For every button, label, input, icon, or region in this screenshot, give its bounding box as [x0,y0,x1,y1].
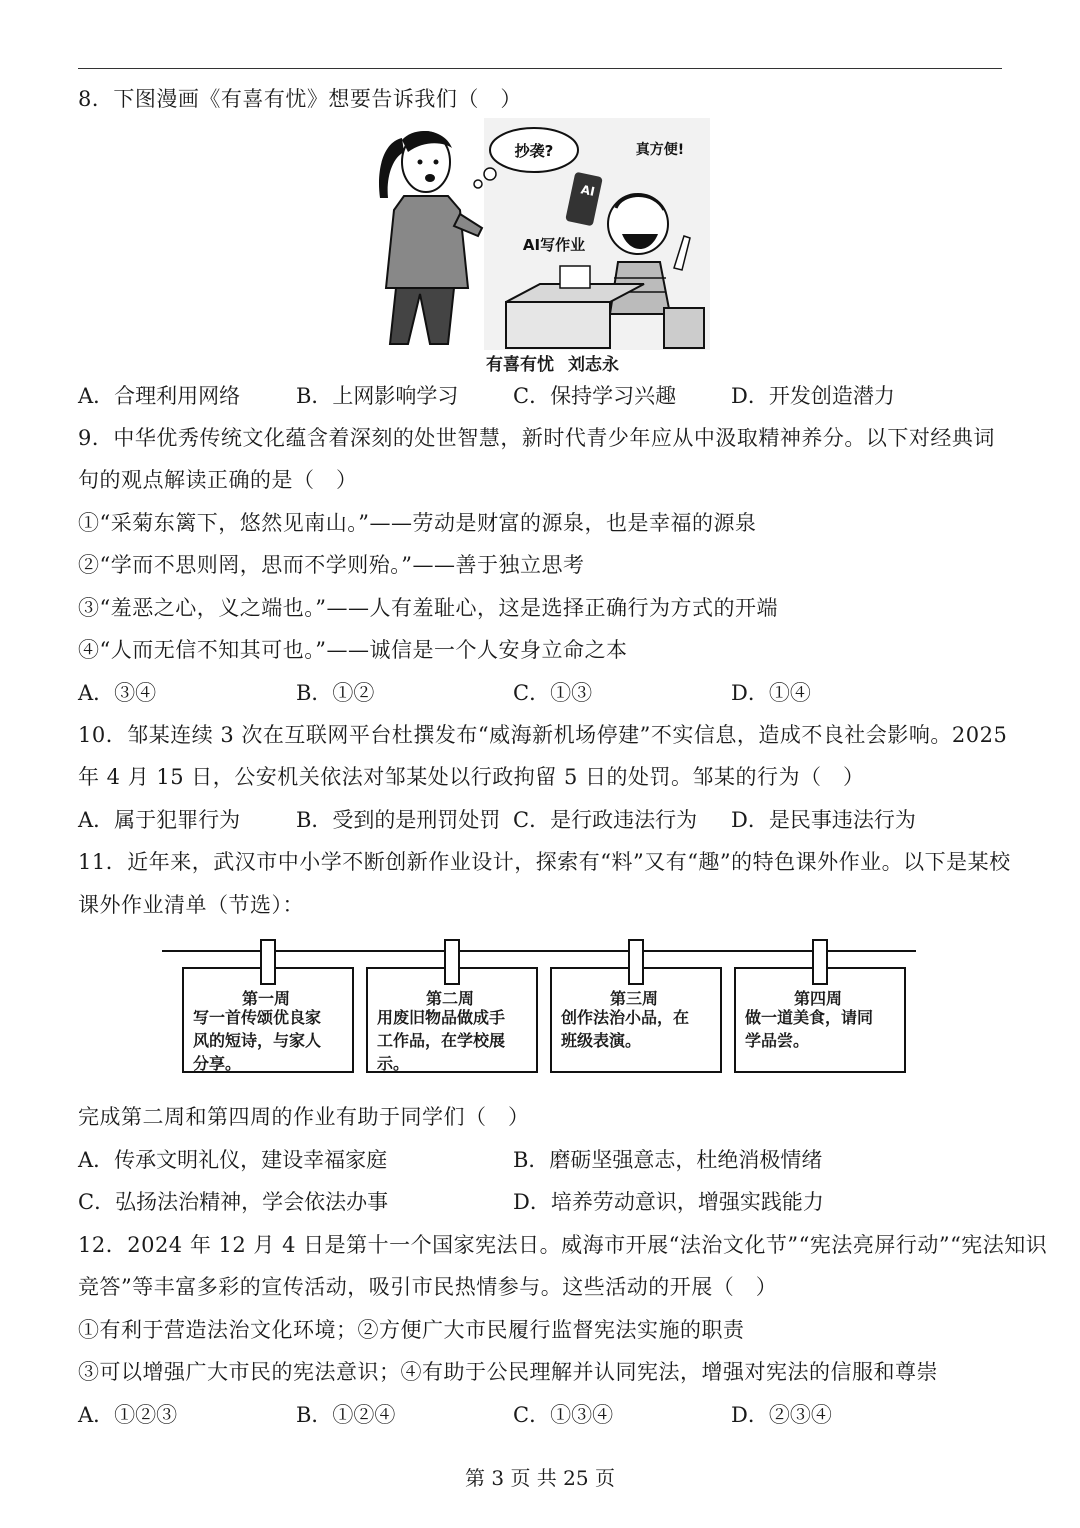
q8-option-a[interactable]: A．合理利用网络 [78,384,241,408]
q12-item-line2: ③可以增强广大市民的宪法意识；④有助于公民理解并认同宪法，增强对宪法的信服和尊崇 [78,1360,938,1384]
card-week3-line1: 创作法治小品，在 [561,1008,690,1027]
card-week3-title: 第三周 [610,989,659,1008]
caption-author: 刘志永 [568,355,619,375]
q9-option-b[interactable]: B．①② [296,681,375,705]
q11-option-d[interactable]: D．培养劳动意识，增强实践能力 [513,1190,824,1214]
exclaim-text: 真方便! [635,142,685,158]
q12-option-b[interactable]: B．①②④ [296,1403,396,1427]
page-footer: 第 3 页 共 25 页 [465,1466,615,1490]
q10-option-c[interactable]: C．是行政违法行为 [513,808,698,832]
clothespin-icon [261,940,275,984]
q8-option-c[interactable]: C．保持学习兴趣 [513,384,677,408]
q9-stem-line1: 9．中华优秀传统文化蕴含着深刻的处世智慧，新时代青少年应从中汲取精神养分。以下对经典词 [78,426,995,450]
card-week4-line1: 做一道美食，请同 [745,1008,874,1027]
q11-option-b[interactable]: B．磨砺坚强意志，杜绝消极情绪 [513,1148,823,1172]
q12-option-c[interactable]: C．①③④ [513,1403,614,1427]
q11-option-c[interactable]: C．弘扬法治精神，学会依法办事 [78,1190,389,1214]
q12-item-line1: ①有利于营造法治文化环境；②方便广大市民履行监督宪法实施的职责 [78,1318,745,1342]
clothespin-icon [813,940,827,984]
cartoon-caption [486,350,619,375]
thought-bubble-text: 抄袭? [514,142,554,160]
q8-option-d[interactable]: D．开发创造潜力 [731,384,895,408]
q10-stem-line1: 10．邹某连续 3 次在互联网平台杜撰发布“威海新机场停建”不实信息，造成不良社会影响。2025 [78,723,1008,747]
q12-stem-line2: 竞答”等丰富多彩的宣传活动，吸引市民热情参与。这些活动的开展（ ） [78,1275,778,1299]
q9-option-a[interactable]: A．③④ [78,681,157,705]
q9-item-4: ④“人而无信不知其可也。”——诚信是一个人安身立命之本 [78,638,628,662]
teacher-figure [379,131,482,344]
q9-stem-line2: 句的观点解读正确的是（ ） [78,468,358,492]
phone-text: AI [579,182,597,199]
q10-option-d[interactable]: D．是民事违法行为 [731,808,916,832]
q10-stem-line2: 年 4 月 15 日，公安机关依法对邹某处以行政拘留 5 日的处罚。邹某的行为（ ） [78,765,865,789]
card-week2-line2: 工作品，在学校展 [377,1031,506,1050]
q11-option-a[interactable]: A．传承文明礼仪，建设幸福家庭 [78,1148,388,1172]
q10-option-b[interactable]: B．受到的是刑罚处罚 [296,808,501,832]
q11-stem-line1: 11．近年来，武汉市中小学不断创新作业设计，探索有“料”又有“趣”的特色课外作业。以下是某校 [78,850,1011,874]
card-week4-line2: 学品尝。 [745,1031,810,1050]
card-week2-title: 第二周 [426,989,475,1008]
card-week3-line2: 班级表演。 [561,1031,642,1050]
q11-stem-line2: 课外作业清单（节选）： [78,893,304,917]
card-week2-line1: 用废旧物品做成手 [377,1008,506,1027]
q9-option-d[interactable]: D．①④ [731,681,811,705]
q9-item-2: ②“学而不思则罔，思而不学则殆。”——善于独立思考 [78,553,585,577]
clothespin-icon [445,940,459,984]
q8-stem: 8．下图漫画《有喜有忧》想要告诉我们（ ） [78,87,522,111]
q8-option-b[interactable]: B．上网影响学习 [296,384,459,408]
card-week4-title: 第四周 [794,989,843,1008]
cartoon-illustration [364,118,710,350]
card-week1-title: 第一周 [242,989,291,1008]
card-week2-line3: 示。 [377,1054,410,1073]
card-week1-line3: 分享。 [193,1054,242,1073]
card-week1-line1: 写一首传颂优良家 [193,1008,322,1027]
clothespin-icon [629,940,643,984]
caption-title: 有喜有忧 [486,355,554,375]
q9-option-c[interactable]: C．①③ [513,681,593,705]
q10-option-a[interactable]: A．属于犯罪行为 [78,808,241,832]
q12-option-a[interactable]: A．①②③ [78,1403,178,1427]
q12-stem-line1: 12．2024 年 12 月 4 日是第十一个国家宪法日。威海市开展“法治文化节”“宪法亮屏行动”“宪法知识 [78,1233,1048,1257]
header-rule [78,68,1002,69]
desk-label: AI写作业 [522,236,586,254]
q11-question: 完成第二周和第四周的作业有助于同学们（ ） [78,1105,530,1129]
q9-item-3: ③“羞恶之心，义之端也。”——人有羞耻心，这是选择正确行为方式的开端 [78,596,778,620]
q9-item-1: ①“采菊东篱下，悠然见南山。”——劳动是财富的源泉，也是幸福的源泉 [78,511,757,535]
q12-option-d[interactable]: D．②③④ [731,1403,832,1427]
card-week1-line2: 风的短诗，与家人 [193,1031,322,1050]
